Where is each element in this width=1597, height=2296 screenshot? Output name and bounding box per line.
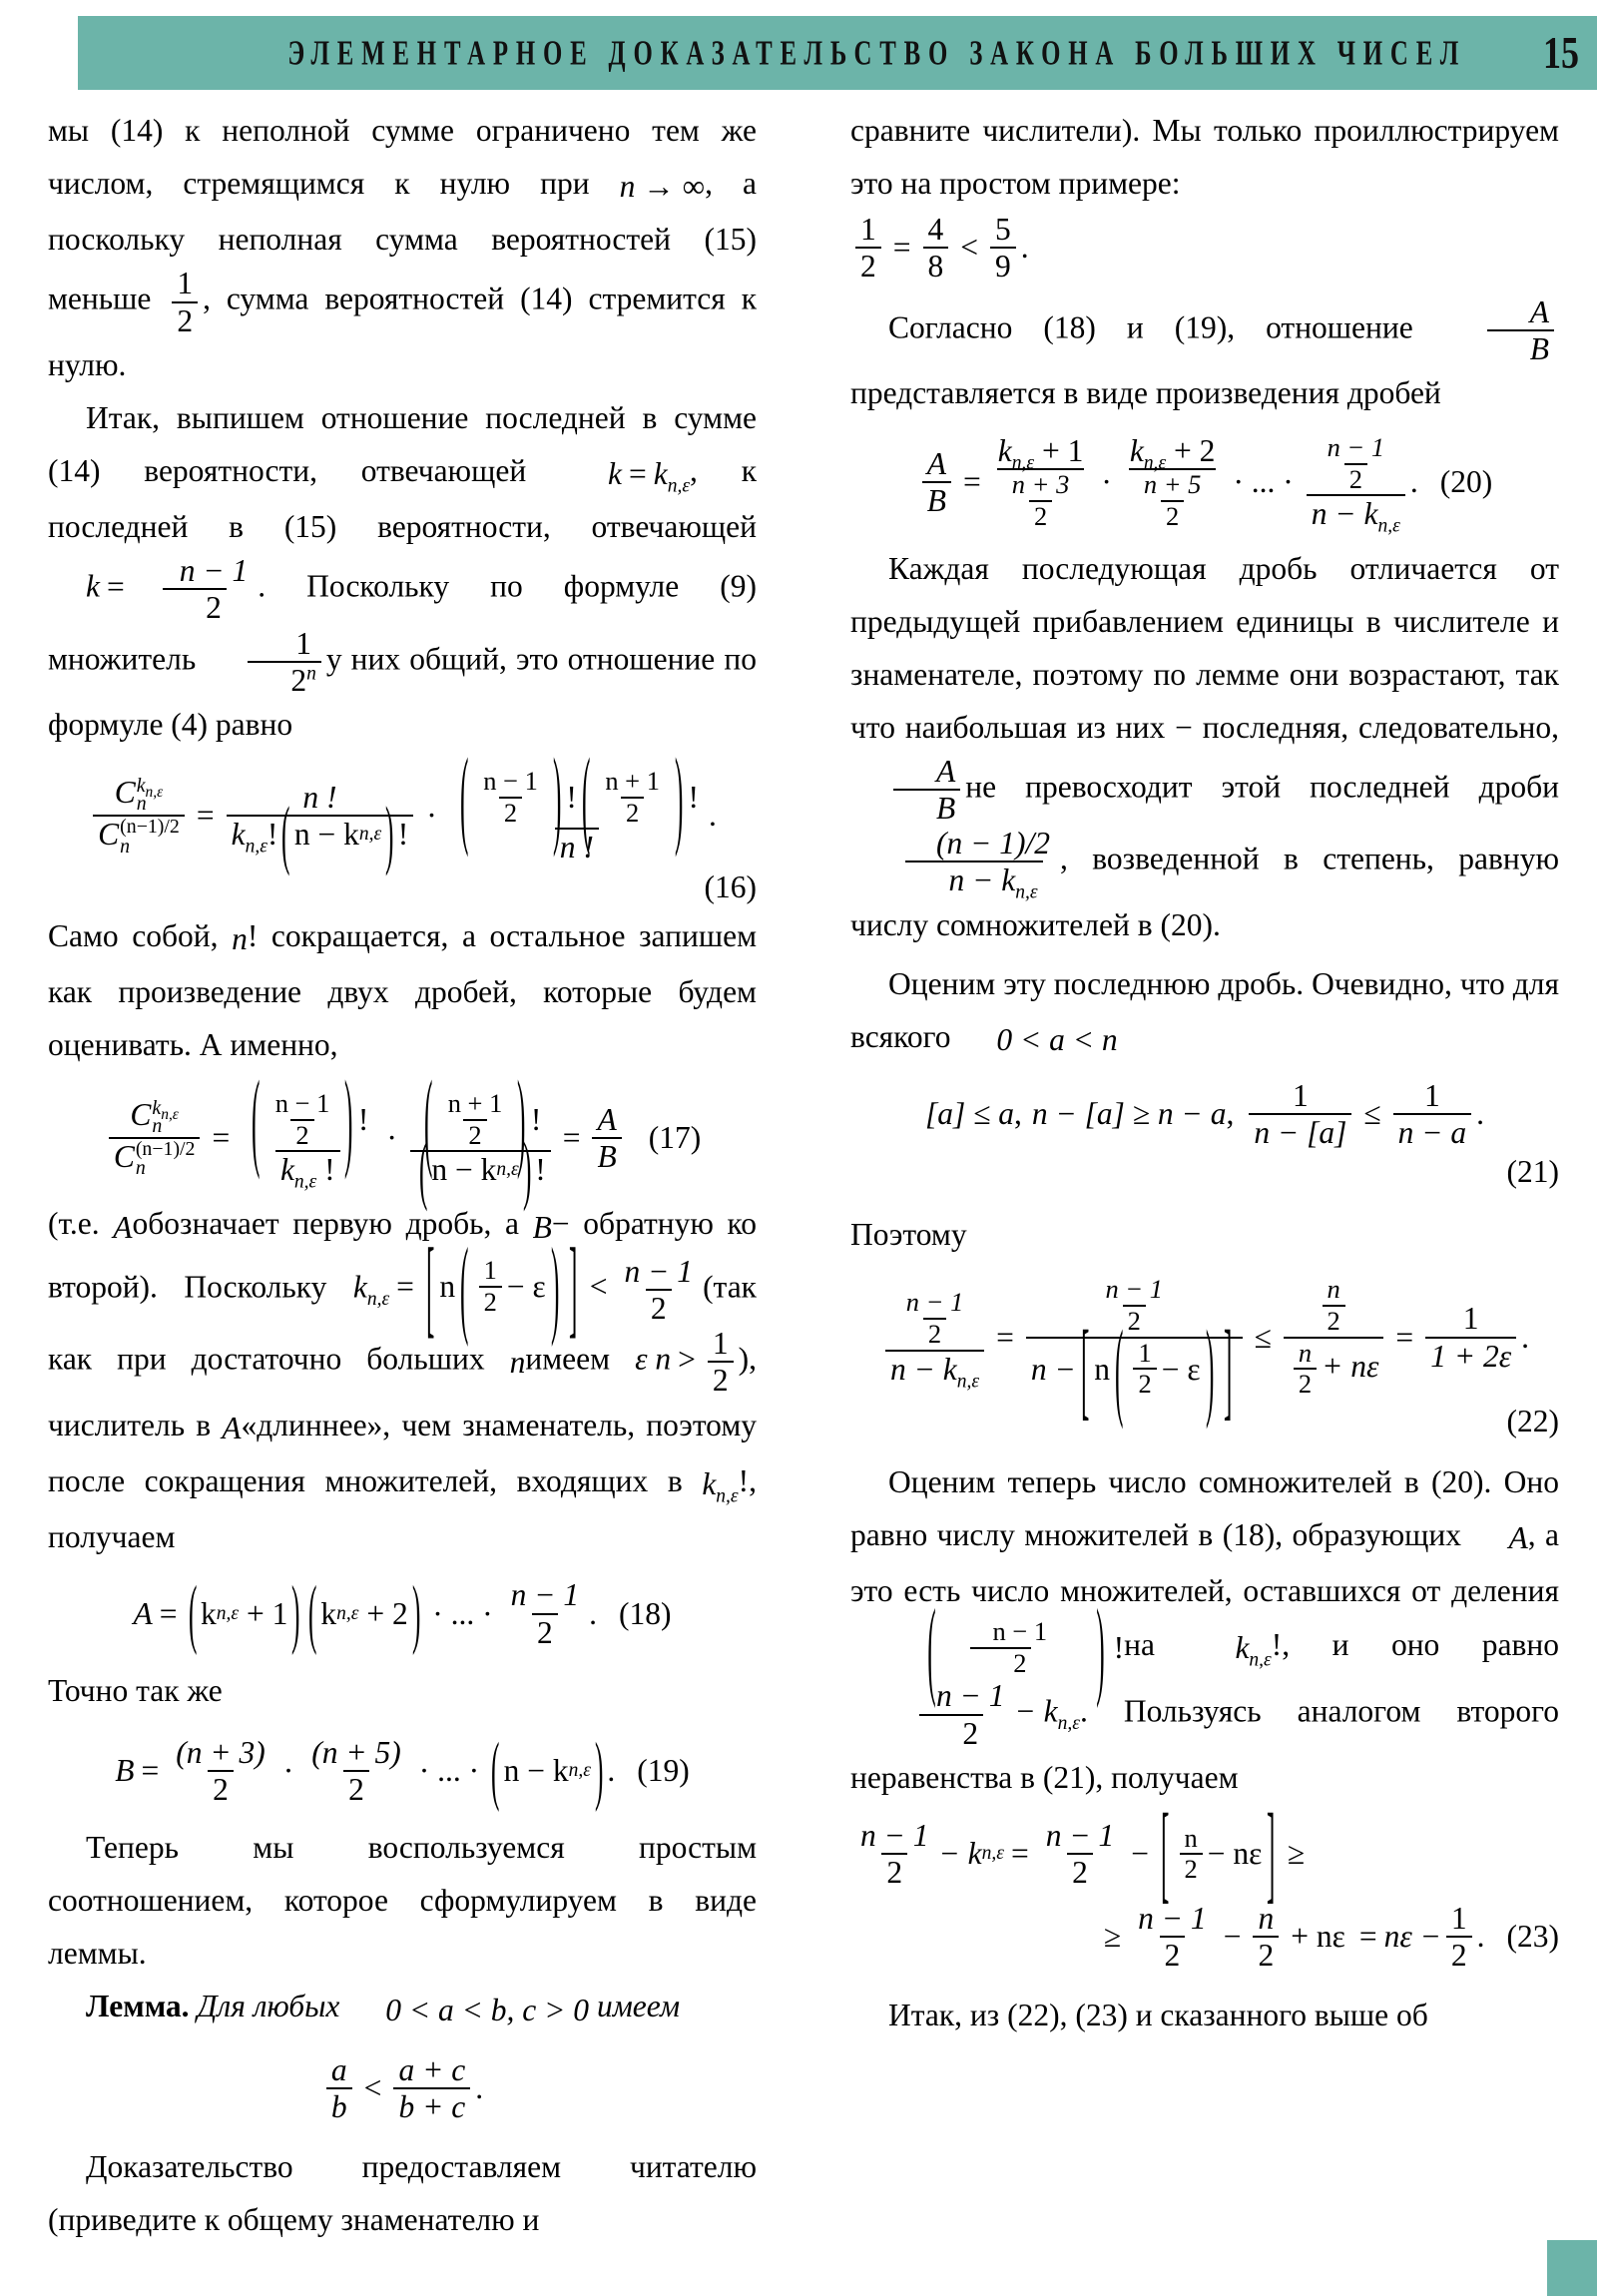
eq16-factor-2: ( $\frac{n - 1}{2}$ ) ! ( $\frac{n + 1}{2}$ ) ! n ! [459,736,699,865]
running-title: ЭЛЕМЕНТАРНОЕ ДОКАЗАТЕЛЬСТВО ЗАКОНА БОЛЬШИХ ЧИСЕЛ [286,33,1466,72]
eq22-lhs: $\frac{\frac{n - 1}{2}}{n - k_{n,\varepsilon}}$ [885,1288,984,1387]
equation-16: C $k_{n,\varepsilon}$ n C (n−1)/2 n = n ! $k_{n,\varepsilon}$! ( n − k n,ε ) ! · ( $\frac{n - 1}{2}$ ) ! ( $\frac{n + 1}{2}$ ) ! n ! . [48,767,757,865]
paragraph-soglasno-18-19: Согласно (18) и (19), отношение $\frac{A}{B}$ представляется в виде произведения дробей [850,294,1559,420]
paragraph-itak: Итак, выпишем отношение последней в сумме (14) вероятности, отвечающей $k = k_{n,\varepsilon}$, к последней в (15) вероятности, отвечающей k = $\frac{n - 1}{2}$ . Поскольку по формуле (9) множитель $\frac{1}{2^n}$ у них общий, это отношение по формуле (4) равно [48,399,757,743]
inline-math-kne-factorial-2: $k_{n,\varepsilon}$ [1235,1630,1272,1671]
eq17-rhs: $\frac{A}{B}$ [592,1102,621,1175]
paragraph-ocenim-etu: Оценим эту последнюю дробь. Очевидно, что для всякого 0 < a < n [850,957,1559,1066]
inline-math-A-over-B-2: $\frac{A}{B}$ [850,754,965,827]
inline-math-n-to-infinity: n → ∞ [619,169,706,205]
paragraph-tochno-tak-zhe: Точно так же [48,1672,223,1708]
lemma-label: Лемма. [86,1989,190,2024]
lemma-statement: Для любых [197,1989,340,2024]
page-header-banner [78,16,1597,90]
paragraph-continuation: мы (14) к неполной сумме ограничено тем же числом, стремящимся к нулю при n → ∞, а поскольку неполная сумма вероятностей (15) меньше $\frac{1}{2}$ , сумма вероятностей (14) стремится к нулю. [48,113,758,382]
paragraph-ocenim-teper: Оценим теперь число сомножителей в (20). Оно равно числу множителей в (18), образующих A, а это есть число множителей, оставшихся от деления ( $\frac{n - 1}{2}$ ) !на $k_{n,\varepsilon}$!, и оно равно $\frac{n - 1}{2}$ − $k_{n,\varepsilon}$. Пользуясь аналогом второго неравенства в (21), получаем [850,1463,1559,1795]
eq22-middle: $\frac{n - 1}{2}$ n − [ n ( $\frac{1}{2}$ − ε ) ] [1026,1275,1243,1400]
paragraph-sravnite-chisliteli: сравните числители). Мы только проиллюстрируем это на простом примере: [850,113,1559,201]
inline-math-0-lt-a-lt-n: 0 < a < n [996,1021,1118,1057]
eq17-factor-2: ( $\frac{n + 1}{2}$ ) ! ( n − k n,ε ) ! [410,1089,551,1188]
eq16-lhs: C $k_{n,\varepsilon}$ n C (n−1)/2 n [93,775,185,857]
inline-math-n: n [232,920,248,956]
equation-17: C $k_{n,\varepsilon}$ n C (n−1)/2 n = ( $\frac{n - 1}{2}$ ) ! $k_{n,\varepsilon}$ ! · ( $\frac{n + 1}{2}$ ) ! ( n − k n,ε ) ! = $\frac{A}{B}$ (17) [48,1089,757,1188]
paragraph-samo-soboj: Само собой, n! сокращается, а остальное запишем как произведение двух дробей, которые будем оценивать. А именно, [48,909,757,1071]
equation-lemma: $\frac{a}{b}$ < $\frac{a + c}{b + c}$ . [48,2052,757,2125]
equation-19: B = $\frac{(n + 3)}{2}$ · $\frac{(n + 5)}{2}$ · ... · ( n − k n,ε ) . (19) [115,1726,690,1813]
inline-math-one-over-two-to-n: $\frac{1}{2^n}$ [205,626,326,699]
equation-17-number: (17) [648,1120,702,1156]
inline-math-kne-factorial: $k_{n,\varepsilon}$ [702,1466,739,1507]
eq17-factor-1: ( $\frac{n - 1}{2}$ ) ! $k_{n,\varepsilon}$ ! [252,1057,369,1193]
eq20-factor-1: $\frac{k_{n,\varepsilon} + 1}{\frac{n + 3}{2}}$ [997,433,1084,531]
equation-16-number: (16) [704,868,757,904]
eq22-right: $\frac{n}{2}$ $\frac{n}{2}$ + nε [1284,1275,1384,1400]
eq17-lhs: C $k_{n,\varepsilon}$ n C (n−1)/2 n [109,1097,201,1179]
inline-math-A: A [113,1209,133,1245]
eq16-factor-1: n ! $k_{n,\varepsilon}$! ( n − k n,ε ) ! [227,780,414,853]
equation-23-number: (23) [1506,1918,1559,1954]
corner-mark [1547,2240,1597,2296]
inline-math-A2: A [222,1411,242,1446]
inline-math-k-equals-n-minus-1-over-2: k = $\frac{n - 1}{2}$ [86,553,249,626]
inline-math-last-fraction: $\frac{(n - 1)/2}{n - k_{n,\varepsilon}}$ [850,826,1060,898]
paragraph-kazhdaya-posleduyushchaya: Каждая последующая дробь отличается от предыдущей прибавлением единицы в числителе и знаменателе, поэтому по лемме они возрастают, так что наибольшая из них − последняя, следовательно, $\frac{A}{B}$ не превосходит этой последней дроби $\frac{(n - 1)/2}{n - k_{n,\varepsilon}}$ , возведенной в степень, равную числу сомножителей в (20). [850,550,1559,942]
inline-math-B: B [532,1209,552,1245]
inline-math-n-minus-1-over-2-factorial: ( $\frac{n - 1}{2}$ ) ! [927,1586,1125,1710]
inline-math-k-equals-kne: $k = k_{n,\varepsilon}$ [607,456,691,497]
equation-21: [a] ≤ a , n − [a] ≥ n − a , $\frac{1}{n - [a]}$ ≤ $\frac{1}{n - a}$ . [924,1077,1485,1151]
equation-23-line-1: $\frac{n - 1}{2}$ − k n,ε = $\frac{n - 1}{2}$ − [ $\frac{n}{2}$ − nε ] ≥ [860,1791,1306,1914]
inline-math-n-minus-1-over-2-minus-kne: $\frac{n - 1}{2}$ − $k_{n,\varepsilon}$ [850,1678,1080,1751]
paragraph-te-a-oboznachaet: (т.е. Aобозначает первую дробь, а B− обратную ко второй). Поскольку $k_{n,\varepsilon}$ = [ n ( $\frac{1}{2}$ − ε ) ] < $\frac{n - 1}{2}$ (так как при достаточно больших nимеем ε n > $\frac{1}{2}$ ), числитель в A«длиннее», чем знаменатель, поэтому после сокращения множителей, входящих в $k_{n,\varepsilon}$!, получаем [48,1197,757,1563]
inline-math-one-half: $\frac{1}{2}$ [167,266,203,338]
equation-22: $\frac{\frac{n - 1}{2}}{n - k_{n,\varepsilon}}$ = $\frac{n - 1}{2}$ n − [ n ( $\frac{1}{2}$ − ε ) ] ≤ $\frac{n}{2}$ $\frac{n}{2}$ + nε = $\frac{1}{1 + 2\varepsilon}$ . [850,1275,1559,1400]
equation-example-fractions: $\frac{1}{2}$ = $\frac{4}{8}$ < $\frac{5}{9}$ . [850,212,1559,285]
equation-19-number: (19) [637,1753,690,1789]
equation-18: A = ( k n,ε + 1 ) ( k n,ε + 2 ) · ... · $\frac{n - 1}{2}$ . (18) [133,1569,672,1656]
equation-21-number: (21) [1506,1154,1559,1190]
equation-18-number: (18) [618,1595,672,1631]
paragraph-teper-my: Теперь мы воспользуемся простым соотношением, которое сформулируем в виде леммы. [48,1830,757,1972]
inline-math-A3: A [1508,1520,1528,1556]
page-number: 15 [1543,28,1579,78]
inline-math-epsilon-n-gt-half: ε n > $\frac{1}{2}$ [635,1326,739,1399]
eq20-factor-2: $\frac{k_{n,\varepsilon} + 2}{\frac{n + 5}{2}}$ [1129,433,1216,531]
inline-math-A-over-B: $\frac{A}{B}$ [1444,294,1559,367]
inline-math-lemma-conditions: 0 < a < b, c > 0 [385,1992,590,2027]
inline-math-n2: n [509,1344,526,1380]
page-content [0,104,1597,2296]
equation-20-number: (20) [1439,464,1493,500]
right-column [850,104,1559,2041]
left-column [48,104,757,2246]
equation-23-line-2: ≥ $\frac{n - 1}{2}$ − $\frac{n}{2}$ + nε = nε − $\frac{1}{2}$ . (23) [1103,1900,1559,1973]
paragraph-lemma: Лемма. Для любых 0 < a < b, c > 0 имеем [48,1980,757,2035]
paragraph-poetomu: Поэтому [850,1217,967,1253]
equation-20: $\frac{A}{B}$ = $\frac{k_{n,\varepsilon} + 1}{\frac{n + 3}{2}}$ · $\frac{k_{n,\varepsilon} + 2}{\frac{n + 5}{2}}$ · ... · $\frac{\frac{n - 1}{2}}{n - k_{n,\varepsilon}}$ . (20) [850,433,1559,532]
paragraph-dokazatelstvo: Доказательство предоставляем читателю (приведите к общему знаменателю и [48,2149,757,2238]
paragraph-itak-iz-22-23: Итак, из (22), (23) и сказанного выше об [888,1998,1428,2033]
equation-22-number: (22) [1506,1403,1559,1438]
inline-math-kne-definition: $k_{n,\varepsilon}$ = [ n ( $\frac{1}{2}$ − ε ) ] < $\frac{n - 1}{2}$ [352,1225,694,1348]
eq20-factor-last: $\frac{\frac{n - 1}{2}}{n - k_{n,\varepsilon}}$ [1307,433,1405,532]
